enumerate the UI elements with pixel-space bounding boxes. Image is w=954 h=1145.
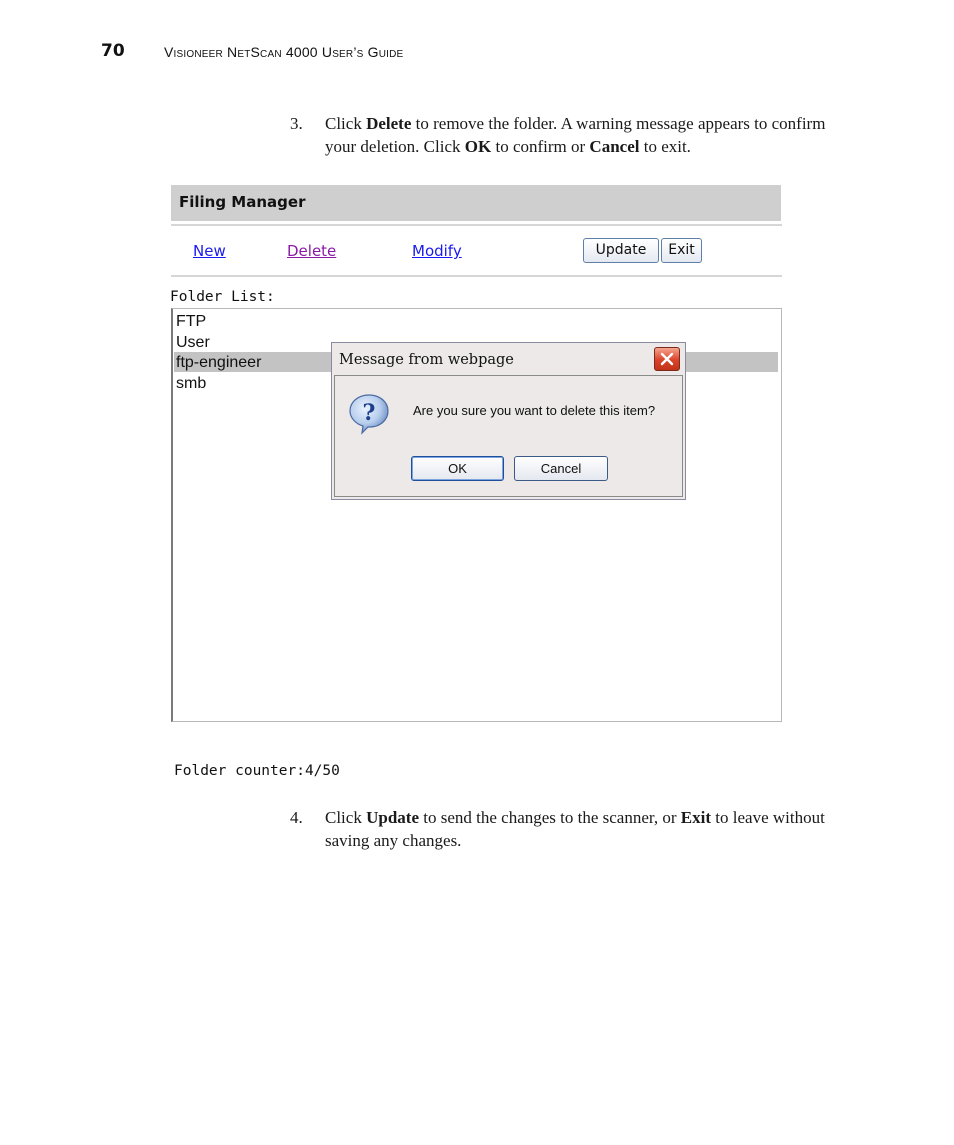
step-3-paragraph <box>290 112 830 158</box>
divider <box>171 224 782 226</box>
close-icon[interactable] <box>654 347 680 371</box>
modify-link[interactable]: Modify <box>412 242 462 260</box>
new-link[interactable]: New <box>193 242 226 260</box>
text-run: to send the changes to the scanner, or <box>419 808 681 827</box>
bold-delete: Delete <box>366 114 412 133</box>
divider <box>171 275 782 277</box>
running-title: Visioneer NetScan 4000 User’s Guide <box>164 44 404 60</box>
svg-text:?: ? <box>362 400 376 426</box>
step-text <box>325 112 830 158</box>
folder-item-user[interactable]: User <box>176 334 210 351</box>
folder-item-ftp[interactable]: FTP <box>176 313 207 330</box>
delete-link[interactable]: Delete <box>287 242 337 260</box>
dialog-title: Message from webpage <box>339 352 514 368</box>
cancel-button[interactable]: Cancel <box>514 456 608 481</box>
update-button[interactable]: Update <box>583 238 659 263</box>
bold-cancel: Cancel <box>589 137 640 156</box>
dialog-message: Are you sure you want to delete this item? <box>413 403 656 418</box>
exit-button[interactable]: Exit <box>661 238 702 263</box>
bold-ok: OK <box>464 137 492 156</box>
text-run: to exit. <box>639 137 691 156</box>
text-run: to remove the folder. A warning message appears to confirm your deletion. Click <box>325 114 826 156</box>
text-run: to confirm or <box>491 137 590 156</box>
step-number: 3. <box>290 114 303 133</box>
folder-counter: Folder counter:4/50 <box>174 763 340 779</box>
folder-list-label: Folder List: <box>170 289 275 305</box>
text-run: Click <box>325 808 367 827</box>
question-icon <box>349 393 391 440</box>
folder-item-ftp-engineer[interactable]: ftp-engineer <box>176 354 262 371</box>
bold-exit: Exit <box>680 808 712 827</box>
text-run: Click <box>325 114 367 133</box>
step-number: 4. <box>290 808 303 827</box>
bold-update: Update <box>366 808 419 827</box>
page-number: 70 <box>101 41 125 61</box>
ok-button[interactable]: OK <box>411 456 504 481</box>
filing-manager-title: Filing Manager <box>179 193 306 211</box>
folder-item-smb[interactable]: smb <box>176 375 207 392</box>
step-4-paragraph <box>290 806 830 852</box>
text-run: to leave without saving any changes. <box>325 808 825 850</box>
step-text <box>325 806 830 852</box>
